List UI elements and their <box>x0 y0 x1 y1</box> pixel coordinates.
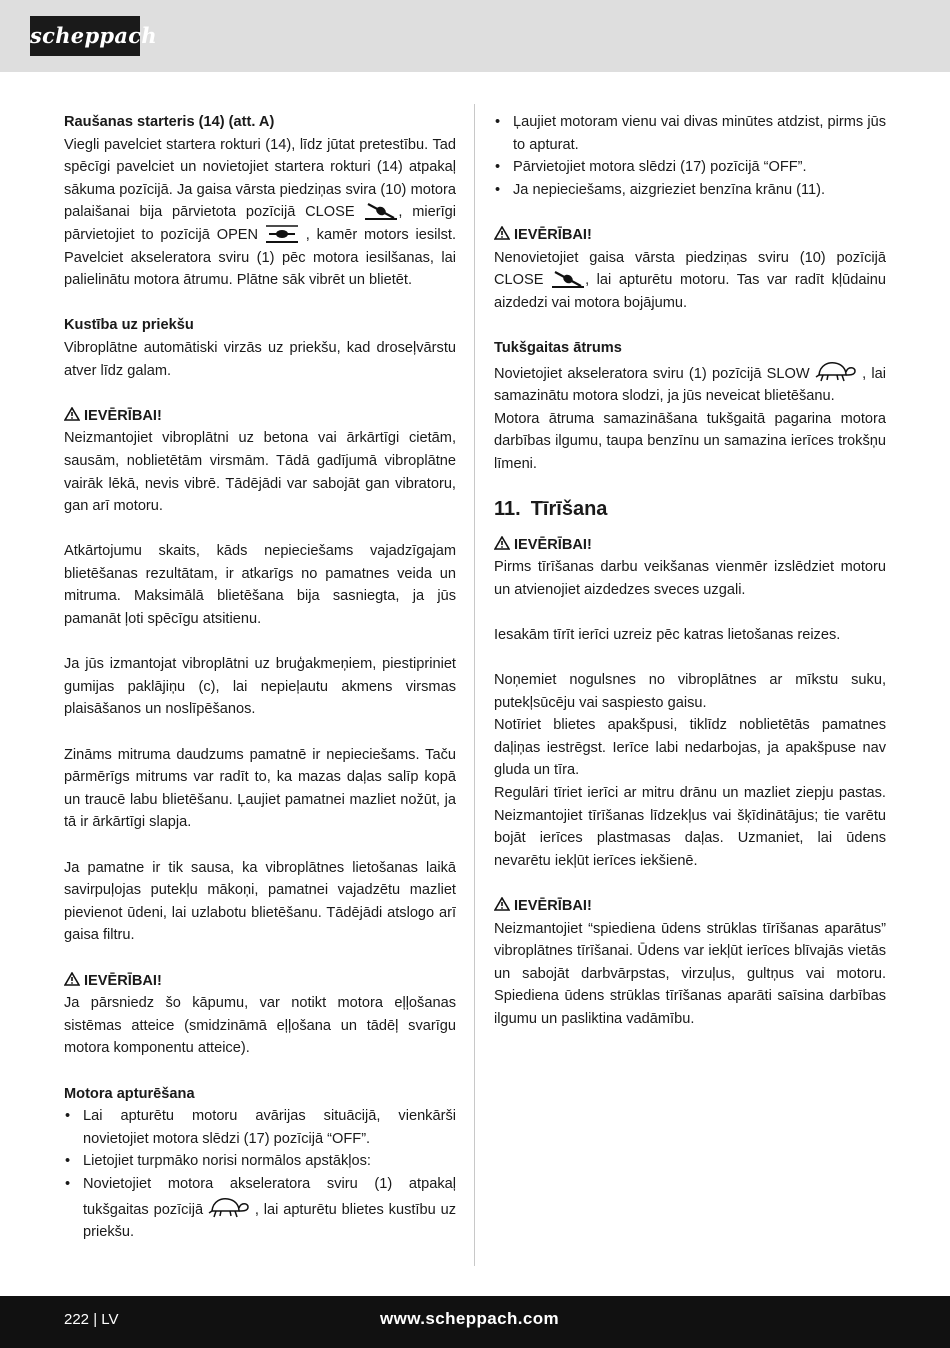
warning-triangle-icon <box>494 226 510 240</box>
paragraph: Ja jūs izmantojat vibroplātni uz bruģakmeņiem, piestipriniet gumijas paklājiņu (c), lai nepieļautu akmens virsmas plaisāšanos un noslīpēšanos. <box>64 656 456 718</box>
section-heading: Kustība uz priekšu <box>64 317 194 334</box>
list-item: • Lietojiet turpmāko norisi normālos apstākļos: <box>64 1150 456 1173</box>
paragraph: Pirms tīrīšanas darbu veikšanas vienmēr izslēdziet motoru un atvienojiet aizdedzes sveces uzgali. <box>494 559 886 598</box>
choke-close-icon <box>364 202 398 220</box>
warning-heading: IEVĒRĪBAI! <box>494 224 886 247</box>
section-title <box>494 494 886 524</box>
turtle-slow-icon <box>815 360 857 382</box>
paragraph: Ja pārsniedz šo kāpumu, var notikt motora eļļošanas sistēmas atteice (smidzināmā eļļošana un tādēļ svarīgu motora komponentu atteice). <box>64 995 456 1057</box>
paragraph: Motora ātruma samazināšana tukšgaitā pagarina motora darbības ilgumu, taupa benzīnu un samazina ierīces trokšņu līmeni. <box>494 410 886 472</box>
list-item: • Ja nepieciešams, aizgrieziet benzīna krānu (11). <box>494 179 886 202</box>
warning-heading: IEVĒRĪBAI! <box>494 534 886 557</box>
page-number: 222 | LV <box>64 1311 119 1328</box>
warning-heading: IEVĒRĪBAI! <box>64 970 456 993</box>
list-item: • Pārvietojiet motora slēdzi (17) pozīcijā “OFF”. <box>494 156 886 179</box>
scheppach-logo: scheppach <box>30 16 140 56</box>
warning-triangle-icon <box>494 536 510 550</box>
bullet-list <box>64 1105 456 1244</box>
paragraph: Noņemiet nogulsnes no vibroplātnes ar mīkstu suku, putekļsūcēju vai saspiesto gaisu. <box>494 672 886 711</box>
paragraph: Neizmantojiet vibroplātni uz betona vai ārkārtīgi cietām, sausām, noblietētām virsmām. Tādā gadījumā vibroplātne vairāk lēkā, nevis vibrē. Tādējādi var sabojāt gan vibratoru, gan arī motoru. <box>64 430 456 515</box>
section-title-text: Tīrīšana <box>530 497 608 520</box>
paragraph: Novietojiet akseleratora sviru (1) pozīcijā SLOW , lai samazinātu motora slodzi, ja jūs neveicat blietēšanu. <box>494 360 886 408</box>
section-heading: Raušanas starteris (14) (att. A) <box>64 114 275 130</box>
warning-heading: IEVĒRĪBAI! <box>494 895 886 918</box>
paragraph: Zināms mitruma daudzums pamatnē ir nepieciešams. Taču pārmērīgs mitrums var radīt to, ka mazas daļas salīp kopā un traucē labu blietēšanu. Ļaujiet pamatnei mazliet nožūt, ja tā ir ārkārtīgi slapja. <box>64 746 456 831</box>
list-item: • Novietojiet motora akseleratora sviru (1) atpakaļ tukšgaitas pozīcijā , lai apturētu blietes kustību uz priekšu. <box>64 1173 456 1244</box>
section-number: 11. <box>494 497 521 520</box>
paragraph: Atkārtojumu skaits, kāds nepieciešams vajadzīgajam blietēšanas rezultātam, ir atkarīgs no pamatnes veida un mitruma. Maksimālā blietēšana bija sasniegta, ja jūs pamanāt ļoti spēcīgu atsitienu. <box>64 543 456 628</box>
choke-open-icon <box>265 225 299 243</box>
paragraph: Neizmantojiet “spiediena ūdens strūklas tīrīšanas aparātus” vibroplātnes tīrīšanai. Ūdens var iekļūt ierīces blīvajās vietās un sabojāt darbvārpstas, virzuļus, gultņus vai motoru. Spiediena ūdens strūklas tīrīšanas aparāti saīsina darbības ilgumu un pasliktina vadāmību. <box>494 920 886 1027</box>
warning-heading: IEVĒRĪBAI! <box>64 405 456 428</box>
warning-triangle-icon <box>64 407 80 421</box>
warning-triangle-icon <box>64 972 80 986</box>
paragraph: Regulāri tīriet ierīci ar mitru drānu un mazliet ziepju pastas. Neizmantojiet tīrīšanas līdzekļus vai šķīdinātājus; tie varētu bojāt ierīces plastmasas daļas. Uzmaniet, lai ūdens nevarētu iekļūt ierīces iekšienē. <box>494 785 886 869</box>
section-heading: Motora apturēšana <box>64 1085 195 1102</box>
right-column <box>494 111 886 1031</box>
list-item: • Lai apturētu motoru avārijas situācijā, vienkārši novietojiet motora slēdzi (17) pozīcijā “OFF”. <box>64 1105 456 1150</box>
paragraph: Nenovietojiet gaisa vārsta piedziņas sviru (10) pozīcijā CLOSE , lai apturētu motoru. Tas var radīt kļūdainu aizdedzi vai motora bojājumu. <box>494 249 886 311</box>
choke-close-icon <box>551 270 585 288</box>
website-link[interactable]: www.scheppach.com <box>380 1309 560 1328</box>
header-bar <box>0 0 950 72</box>
paragraph: Notīriet blietes apakšpusi, tiklīdz noblietētās pamatnes daļiņas iestrēgst. Ierīce labi nedarbojas, ja apakšpuse nav gluda un tīra. <box>494 717 886 779</box>
paragraph: Viegli pavelciet startera rokturi (14), līdz jūtat pretestību. Tad spēcīgi pavelciet un novietojiet startera rokturi (14) atpakaļ sākuma pozīcijā. Ja gaisa vārsta piedziņas svira (10) motora palaišanai bija pārvietota pozīcijā CLOSE , mierīgi pārvietojiet to pozīcijā OPEN , kamēr motors iesilst. Pavelciet akseleratora sviru (1) pēc motora iesilšanas, lai palielinātu motora ātrumu. Plātne sāk vibrēt un blietēt. <box>64 136 457 289</box>
warning-triangle-icon <box>494 897 510 911</box>
paragraph: Iesakām tīrīt ierīci uzreiz pēc katras lietošanas reizes. <box>494 626 841 643</box>
column-divider <box>474 104 475 1266</box>
list-item: • Ļaujiet motoram vienu vai divas minūtes atdzist, pirms jūs to apturat. <box>494 111 886 156</box>
paragraph: Vibroplātne automātiski virzās uz priekšu, kad droseļvārstu atver līdz galam. <box>64 339 456 379</box>
footer-bar <box>0 1296 950 1348</box>
left-column <box>64 111 456 1244</box>
section-heading: Tukšgaitas ātrums <box>494 339 622 356</box>
bullet-list <box>494 111 886 201</box>
paragraph: Ja pamatne ir tik sausa, ka vibroplātnes lietošanas laikā savirpuļojas putekļu mākoņi, pamatnei vajadzētu mazliet pievienot ūdeni, lai uzlabotu blietēšanu. Tādējādi atslogo arī gaisa filtru. <box>64 859 456 944</box>
turtle-slow-icon <box>208 1196 250 1218</box>
